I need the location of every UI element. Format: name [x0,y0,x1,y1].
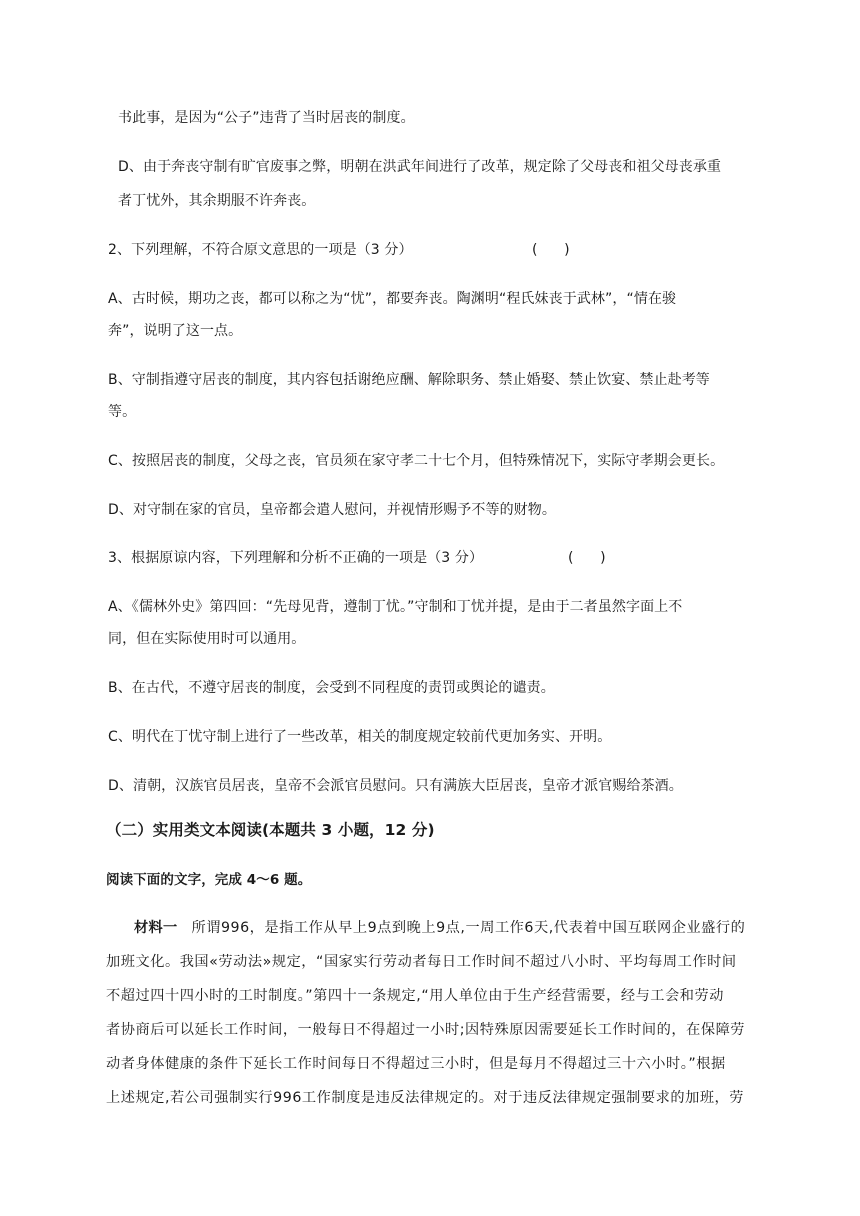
q3-option-d: D、清朝，汉族官员居丧，皇帝不会派官员慰问。只有满族大臣居丧，皇帝才派官赐给茶酒。 [108,778,683,794]
q2-option-a-line1: A、古时候，期功之丧，都可以称之为“忧”，都要奔丧。陶渊明“程氏妹丧于武林”，“情在骏 [108,291,677,307]
q3-option-a-line2: 同，但在实际使用时可以通用。 [108,631,306,647]
q2-stem: 2、下列理解，不符合原文意思的一项是（3 分） [108,242,413,258]
q3-option-b: B、在古代，不遵守居丧的制度，会受到不同程度的责罚或舆论的谴责。 [108,680,555,696]
q2-option-b-line2: 等。 [108,404,137,420]
q2-answer-blank: ( ) [532,242,570,258]
section-heading: （二）实用类文本阅读(本题共 3 小题，12 分) [106,821,435,839]
q1-option-d-line2: 者丁忧外，其余期服不许奔丧。 [118,193,316,209]
material-label: 材料一 [134,920,178,936]
q2-option-d: D、对守制在家的官员，皇帝都会遣人慰问，并视情形赐予不等的财物。 [108,502,556,518]
q3-answer-blank: ( ) [568,550,606,566]
q2-option-c: C、按照居丧的制度，父母之丧，官员须在家守孝二十七个月，但特殊情况下，实际守孝期会更长。 [108,453,725,469]
q3-stem: 3、根据原谅内容，下列理解和分析不正确的一项是（3 分） [108,550,484,566]
material-line-3: 不超过四十四小时的工时制度。”第四十一条规定,“用人单位由于生产经营需要，经与工会和劳动 [106,988,724,1004]
q3-option-a-line1: A、《儒林外史》第四回：“先母见背，遵制丁忧。”守制和丁忧并提，是由于二者虽然字面上不 [108,599,683,615]
material-line-2: 加班文化。我国«劳动法»规定，“国家实行劳动者每日工作时间不超过八小时、平均每周工作时间 [106,954,737,970]
q1-option-c-end: 书此事，是因为“公子”违背了当时居丧的制度。 [118,110,415,126]
material-text-1: 所谓996，是指工作从早上9点到晚上9点,一周工作6天,代表着中国互联网企业盛行的 [191,920,746,936]
reading-instruction: 阅读下面的文字，完成 4～6 题。 [106,872,312,888]
q2-option-b-line1: B、守制指遵守居丧的制度，其内容包括谢绝应酬、解除职务、禁止婚娶、禁止饮宴、禁止赴考等 [108,372,710,388]
material-line-5: 动者身体健康的条件下延长工作时间每日不得超过三小时，但是每月不得超过三十六小时。”根据 [106,1056,726,1072]
q1-option-d-line1: D、由于奔丧守制有旷官废事之弊，明朝在洪武年间进行了改革，规定除了父母丧和祖父母丧承重 [118,159,722,175]
material-line-4: 者协商后可以延长工作时间，一般每日不得超过一小时;因特殊原因需要延长工作时间的，在保障劳 [106,1022,746,1038]
material-line-1 [106,918,745,938]
q2-option-a-line2: 奔”，说明了这一点。 [108,323,243,339]
material-line-6: 上述规定,若公司强制实行996工作制度是违反法律规定的。对于违反法律规定强制要求的加班，劳 [106,1090,745,1106]
q3-option-c: C、明代在丁忧守制上进行了一些改革，相关的制度规定较前代更加务实、开明。 [108,729,612,745]
